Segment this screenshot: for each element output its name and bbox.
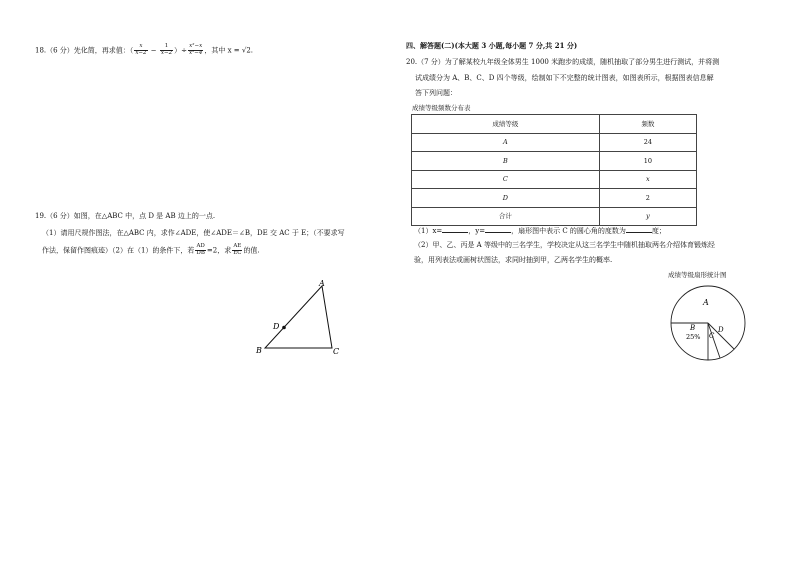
table-header-row xyxy=(412,115,697,134)
cell-grade: C xyxy=(412,170,600,189)
label-d: D xyxy=(273,322,280,331)
pie-label-b: B xyxy=(690,324,696,332)
label-b: B xyxy=(256,346,262,355)
cell-frequency: y xyxy=(599,207,696,226)
q20-sub2-line2: 验，用列表法或画树状图法，求同时抽到甲，乙两名学生的概率. xyxy=(414,256,613,264)
cell-frequency: 24 xyxy=(599,133,696,152)
q19-line3: 作法，保留作图痕迹）（2）在（1）的条件下，若 $\frac{AD}{DB}$ =2，求 $\frac{AE}{EC}$ 的值. xyxy=(42,243,260,256)
question-18: 18.（6 分）先化简，再求值：（ $\frac{x}{x-2}$ − $\frac{1}{x-2}$ ）÷ $\frac{\text{x²−x}}{\text{x²−4}}$ ，其中 x = √2. xyxy=(35,43,254,56)
q19-fraction-ae-ec: $\frac{AE}{EC}$ xyxy=(233,243,242,256)
header-grade: 成绩等级 xyxy=(412,115,600,134)
blank-x xyxy=(442,225,468,233)
q20-line1: 20.（7 分）为了解某校九年级全体男生 1000 米跑步的成绩，随机抽取了部分男生进行测试，并将测 xyxy=(406,58,720,66)
pie-label-a: A xyxy=(703,298,709,307)
table-row xyxy=(412,207,697,226)
cell-grade: A xyxy=(412,133,600,152)
q18-fraction-3: $\frac{\text{x²−x}}{\text{x²−4}}$ xyxy=(188,43,203,56)
q18-suffix: ，其中 x = √2. xyxy=(204,46,254,55)
q19-line1: 19.（6 分）如图，在△ABC 中，点 D 是 AB 边上的一点. xyxy=(35,212,216,220)
cell-grade: D xyxy=(412,189,600,208)
label-c: C xyxy=(333,347,340,356)
table-title: 成绩等级频数分布表 xyxy=(412,104,471,112)
table-row xyxy=(412,189,697,208)
q18-fraction-1: $\frac{x}{x-2}$ xyxy=(135,43,147,56)
pie-chart xyxy=(668,283,748,363)
triangle-figure xyxy=(250,278,350,358)
triangle-abc xyxy=(265,286,332,348)
point-d xyxy=(282,326,286,330)
table-row xyxy=(412,133,697,152)
table-row xyxy=(412,152,697,171)
q20-line3: 答下列问题： xyxy=(415,89,457,97)
q18-text: 18.（6 分）先化简，再求值：（ xyxy=(35,46,134,55)
pie-label-c: C xyxy=(709,332,715,340)
pie-percent-b: 25% xyxy=(686,333,701,341)
cell-grade: B xyxy=(412,152,600,171)
q20-sub2-line1: （2）甲、乙、丙是 A 等级中的三名学生，学校决定从这三名学生中随机抽取两名介绍体育锻炼经 xyxy=(414,241,715,249)
cell-frequency: 2 xyxy=(599,189,696,208)
table-row xyxy=(412,170,697,189)
q19-line2: （1）请用尺规作图法，在△ABC 内，求作∠ADE，使∠ADE＝∠B，DE 交 AC 于 E；（不要求写 xyxy=(42,229,345,237)
frequency-table xyxy=(411,114,697,226)
cell-grade: 合计 xyxy=(412,207,600,226)
q19-fraction-ad-db: $\frac{AD}{DB}$ xyxy=(196,243,205,256)
q20-sub1: （1）x= ，y= ，扇形图中表示 C 的圆心角的度数为 度； xyxy=(414,227,666,235)
pie-title: 成绩等级扇形统计图 xyxy=(668,271,727,279)
header-frequency: 频数 xyxy=(599,115,696,134)
blank-y xyxy=(485,225,511,233)
pie-label-d: D xyxy=(718,326,724,334)
q18-fraction-2: $\frac{1}{x-2}$ xyxy=(160,43,173,56)
q20-line2: 试成绩分为 A、B、C、D 四个等级，绘制如下不完整的统计图表，如图表所示，根据图表信息解 xyxy=(415,74,714,82)
section-4-heading: 四、解答题(二)(本大题 3 小题,每小题 7 分,共 21 分) xyxy=(406,41,578,50)
blank-angle xyxy=(626,225,652,233)
cell-frequency: x xyxy=(599,170,696,189)
label-a: A xyxy=(319,279,325,288)
cell-frequency: 10 xyxy=(599,152,696,171)
